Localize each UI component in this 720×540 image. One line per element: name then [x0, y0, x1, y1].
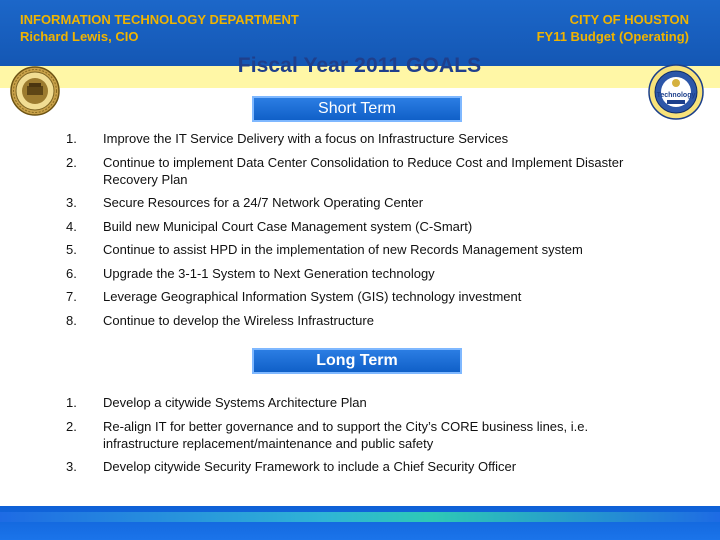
footer-strip — [0, 512, 720, 522]
short-term-heading: Short Term — [252, 96, 462, 122]
department-name: INFORMATION TECHNOLOGY DEPARTMENT — [20, 12, 299, 27]
department-label — [20, 11, 299, 45]
city-label — [537, 11, 689, 45]
city-seal-icon — [10, 66, 60, 116]
cio-name: Richard Lewis, CIO — [20, 29, 139, 44]
technology-seal-text: Technology — [656, 92, 696, 99]
budget-label: FY11 Budget (Operating) — [536, 29, 689, 44]
technology-seal-icon — [648, 64, 704, 120]
page-title: Fiscal Year 2011 GOALS — [237, 54, 482, 77]
long-term-heading: Long Term — [252, 348, 462, 374]
city-name: CITY OF HOUSTON — [569, 12, 689, 27]
